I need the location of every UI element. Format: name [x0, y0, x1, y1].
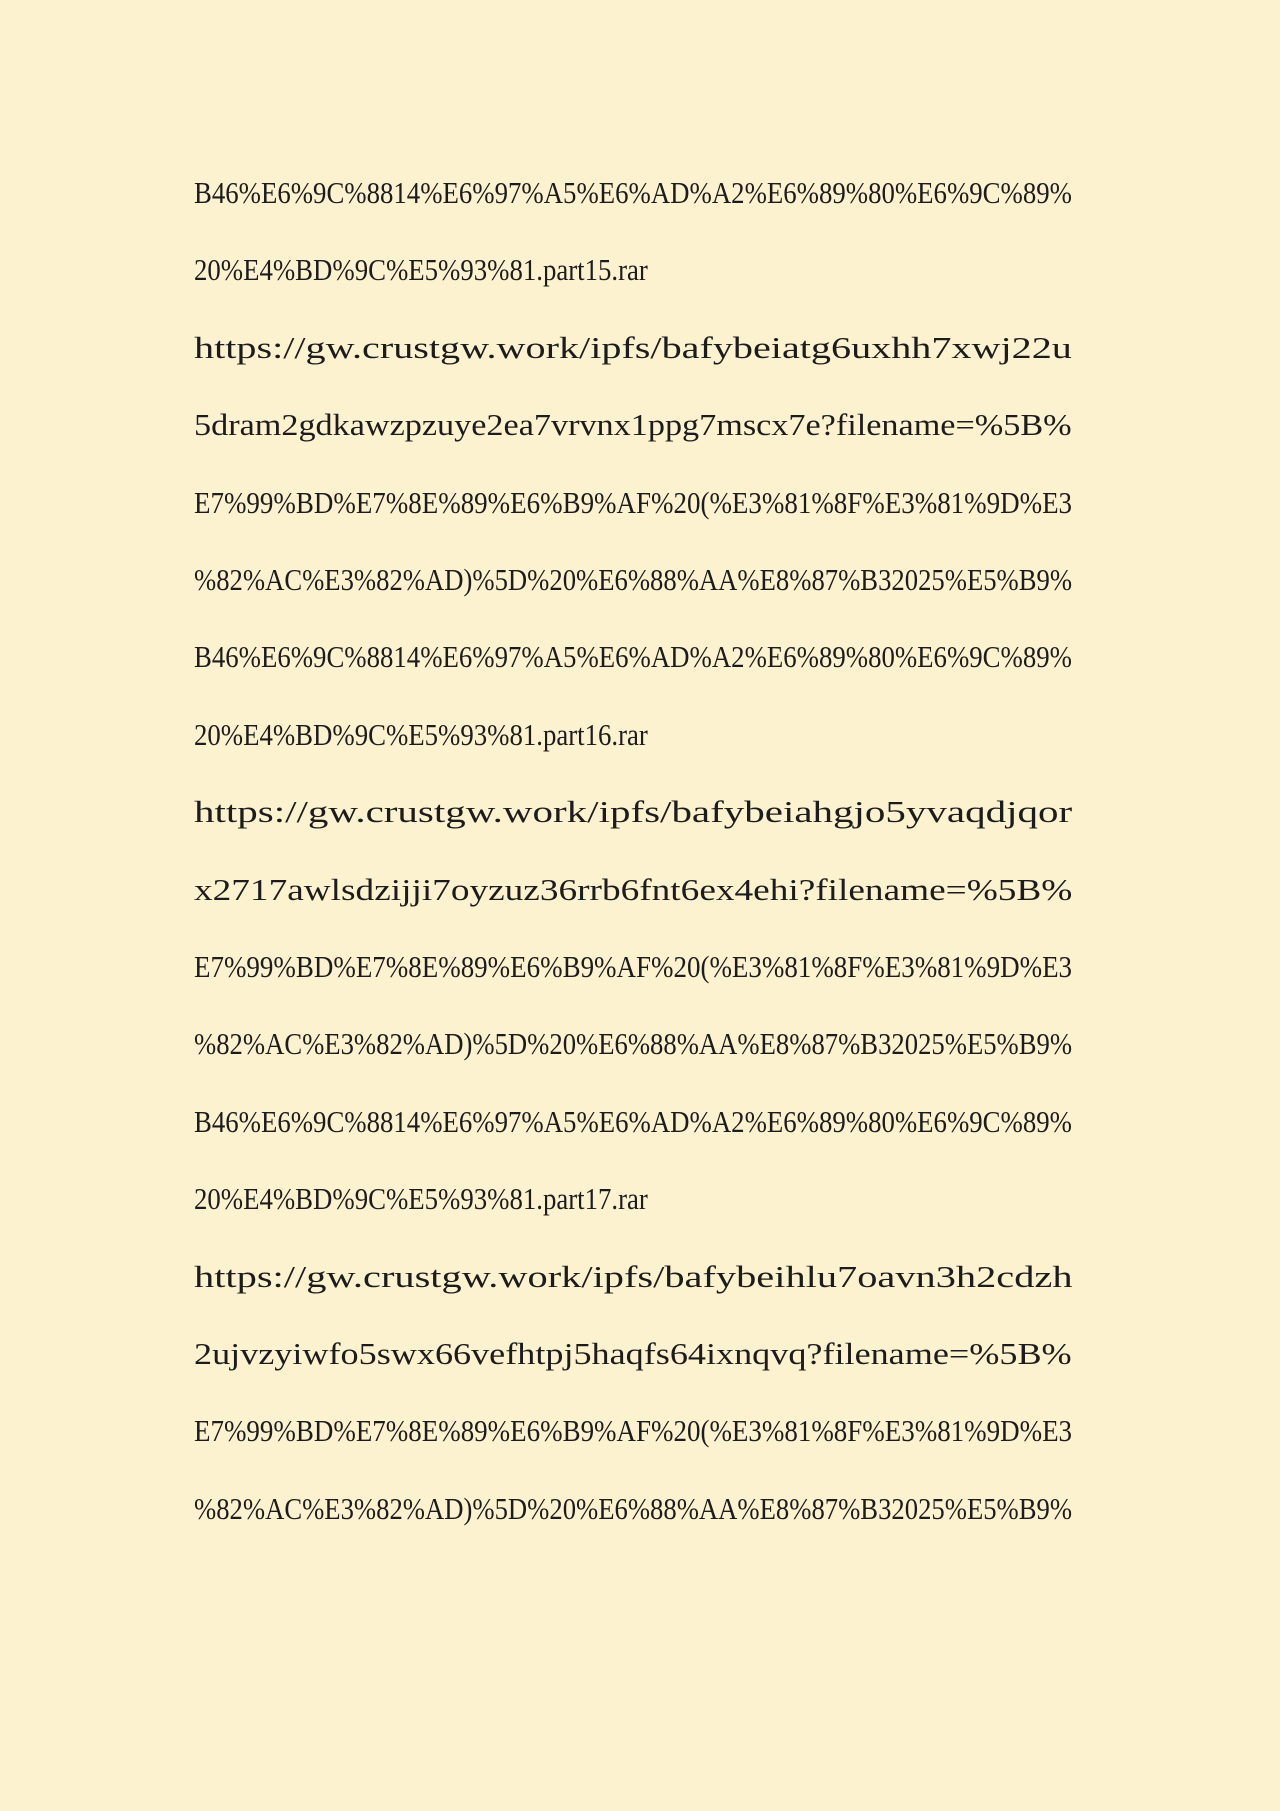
text-line: 20%E4%BD%9C%E5%93%81.part17.rar [194, 1181, 648, 1217]
text-line: https://gw.crustgw.work/ipfs/bafybeihlu7oavn3h2cdzh [194, 1258, 1073, 1294]
text-line: %82%AC%E3%82%AD)%5D%20%E6%88%AA%E8%87%B32025%E5%B9% [194, 562, 1073, 597]
text-line: %82%AC%E3%82%AD)%5D%20%E6%88%AA%E8%87%B32025%E5%B9% [194, 1026, 1073, 1062]
text-line: E7%99%BD%E7%8E%89%E6%B9%AF%20(%E3%81%8F%E3%81%9D%E3 [194, 1413, 1073, 1449]
text-line: %82%AC%E3%82%AD)%5D%20%E6%88%AA%E8%87%B32025%E5%B9% [194, 1490, 1073, 1526]
text-line: x2717awlsdzijji7oyzuz36rrb6fnt6ex4ehi?filename=%5B% [194, 871, 1073, 907]
text-line: 20%E4%BD%9C%E5%93%81.part15.rar [194, 252, 648, 288]
text-line: https://gw.crustgw.work/ipfs/bafybeiatg6uxhh7xwj22u [194, 329, 1072, 365]
text-line: B46%E6%9C%8814%E6%97%A5%E6%AD%A2%E6%89%80%E6%9C%89% [194, 175, 1072, 210]
text-line: E7%99%BD%E7%8E%89%E6%B9%AF%20(%E3%81%8F%E3%81%9D%E3 [194, 484, 1073, 520]
text-line: 2ujvzyiwfo5swx66vefhtpj5haqfs64ixnqvq?filename=%5B% [194, 1336, 1072, 1371]
text-line: E7%99%BD%E7%8E%89%E6%B9%AF%20(%E3%81%8F%E3%81%9D%E3 [194, 949, 1073, 984]
text-line: 5dram2gdkawzpzuye2ea7vrvnx1ppg7mscx7e?filename=%5B% [194, 407, 1072, 443]
text-line: https://gw.crustgw.work/ipfs/bafybeiahgjo5yvaqdjqor [194, 794, 1073, 830]
text-line: B46%E6%9C%8814%E6%97%A5%E6%AD%A2%E6%89%80%E6%9C%89% [194, 1103, 1072, 1139]
text-line: 20%E4%BD%9C%E5%93%81.part16.rar [194, 716, 648, 752]
text-line: B46%E6%9C%8814%E6%97%A5%E6%AD%A2%E6%89%80%E6%9C%89% [194, 639, 1072, 675]
